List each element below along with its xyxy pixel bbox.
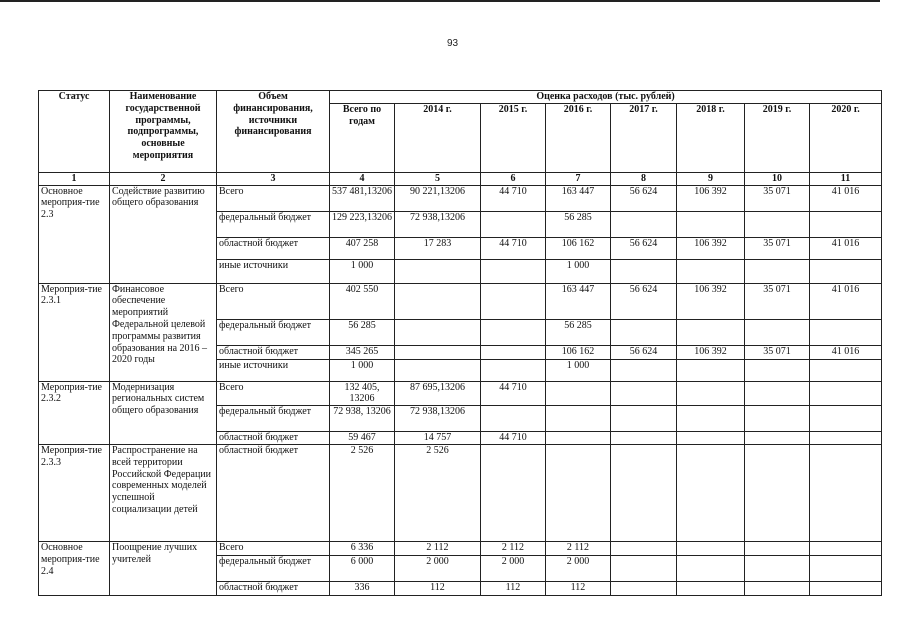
- year-value-cell: 2 112: [395, 541, 481, 555]
- year-value-cell: [745, 432, 810, 445]
- year-value-cell: [611, 581, 677, 595]
- year-value-cell: 106 392: [677, 283, 745, 319]
- year-value-cell: [810, 211, 882, 237]
- year-value-cell: [745, 381, 810, 406]
- year-value-cell: 90 221,13206: [395, 185, 481, 211]
- year-value-cell: [677, 406, 745, 432]
- year-value-cell: 56 285: [546, 211, 611, 237]
- year-value-cell: 35 071: [745, 345, 810, 359]
- year-value-cell: [810, 259, 882, 283]
- year-value-cell: [546, 444, 611, 541]
- total-value-cell: 1 000: [330, 359, 395, 381]
- funding-source-cell: областной бюджет: [217, 237, 330, 259]
- year-value-cell: [611, 381, 677, 406]
- total-value-cell: 407 258: [330, 237, 395, 259]
- funding-source-cell: федеральный бюджет: [217, 319, 330, 345]
- program-name-cell: Модернизация региональных систем общего образования: [110, 381, 217, 444]
- year-value-cell: 106 392: [677, 345, 745, 359]
- year-value-cell: 106 392: [677, 237, 745, 259]
- year-value-cell: [611, 555, 677, 581]
- program-name-cell: Финансовое обеспечение мероприятий Федеральной целевой программы развития образования на 2016 – 2020 годы: [110, 283, 217, 381]
- year-value-cell: 41 016: [810, 237, 882, 259]
- year-value-cell: [745, 541, 810, 555]
- year-value-cell: [677, 432, 745, 445]
- year-value-cell: 106 162: [546, 345, 611, 359]
- year-value-cell: [481, 259, 546, 283]
- header-year-2019: 2019 г.: [745, 103, 810, 172]
- column-index: 8: [611, 172, 677, 185]
- column-index: 2: [110, 172, 217, 185]
- funding-source-cell: областной бюджет: [217, 432, 330, 445]
- year-value-cell: [481, 444, 546, 541]
- header-year-2017: 2017 г.: [611, 103, 677, 172]
- year-value-cell: 106 392: [677, 185, 745, 211]
- year-value-cell: [611, 444, 677, 541]
- year-value-cell: 87 695,13206: [395, 381, 481, 406]
- year-value-cell: 106 162: [546, 237, 611, 259]
- total-value-cell: 129 223,13206: [330, 211, 395, 237]
- year-value-cell: 163 447: [546, 283, 611, 319]
- year-value-cell: [810, 432, 882, 445]
- program-name-cell: Содействие развитию общего образования: [110, 185, 217, 283]
- year-value-cell: [611, 406, 677, 432]
- status-cell: Мероприя-тие 2.3.3: [39, 444, 110, 541]
- year-value-cell: 44 710: [481, 237, 546, 259]
- year-value-cell: [677, 319, 745, 345]
- funding-source-cell: федеральный бюджет: [217, 211, 330, 237]
- year-value-cell: [611, 259, 677, 283]
- program-name-cell: Поощрение лучших учителей: [110, 541, 217, 595]
- year-value-cell: [611, 541, 677, 555]
- total-value-cell: 6 336: [330, 541, 395, 555]
- total-value-cell: 537 481,13206: [330, 185, 395, 211]
- year-value-cell: 72 938,13206: [395, 211, 481, 237]
- total-value-cell: 56 285: [330, 319, 395, 345]
- total-value-cell: 336: [330, 581, 395, 595]
- table-body: [39, 185, 882, 595]
- year-value-cell: [745, 555, 810, 581]
- year-value-cell: 17 283: [395, 237, 481, 259]
- year-value-cell: [745, 359, 810, 381]
- year-value-cell: [677, 381, 745, 406]
- funding-source-cell: иные источники: [217, 259, 330, 283]
- column-index: 6: [481, 172, 546, 185]
- year-value-cell: [395, 259, 481, 283]
- header-volume: Объем финансирования, источники финансирования: [217, 91, 330, 173]
- column-index: 9: [677, 172, 745, 185]
- year-value-cell: [745, 581, 810, 595]
- year-value-cell: [677, 541, 745, 555]
- column-index: 4: [330, 172, 395, 185]
- year-value-cell: 1 000: [546, 259, 611, 283]
- table-row: [39, 283, 882, 319]
- budget-table: [38, 90, 882, 596]
- year-value-cell: 35 071: [745, 185, 810, 211]
- total-value-cell: 72 938, 13206: [330, 406, 395, 432]
- year-value-cell: 2 000: [481, 555, 546, 581]
- page-number: 93: [446, 38, 459, 49]
- year-value-cell: 41 016: [810, 345, 882, 359]
- year-value-cell: 112: [481, 581, 546, 595]
- total-value-cell: 402 550: [330, 283, 395, 319]
- year-value-cell: [677, 555, 745, 581]
- table-row: [39, 185, 882, 211]
- total-value-cell: 345 265: [330, 345, 395, 359]
- year-value-cell: 1 000: [546, 359, 611, 381]
- header-year-2020: 2020 г.: [810, 103, 882, 172]
- funding-source-cell: Всего: [217, 381, 330, 406]
- top-border-line: [0, 0, 880, 2]
- year-value-cell: [810, 406, 882, 432]
- year-value-cell: [481, 319, 546, 345]
- funding-source-cell: федеральный бюджет: [217, 406, 330, 432]
- table-row: [39, 541, 882, 555]
- funding-source-cell: федеральный бюджет: [217, 555, 330, 581]
- year-value-cell: [546, 406, 611, 432]
- year-value-cell: [611, 319, 677, 345]
- year-value-cell: 44 710: [481, 432, 546, 445]
- funding-source-cell: Всего: [217, 541, 330, 555]
- year-value-cell: [677, 444, 745, 541]
- year-value-cell: 56 285: [546, 319, 611, 345]
- year-value-cell: [810, 555, 882, 581]
- year-value-cell: [611, 211, 677, 237]
- column-index: 7: [546, 172, 611, 185]
- year-value-cell: [810, 359, 882, 381]
- total-value-cell: 1 000: [330, 259, 395, 283]
- total-value-cell: 132 405, 13206: [330, 381, 395, 406]
- year-value-cell: 44 710: [481, 381, 546, 406]
- year-value-cell: [546, 432, 611, 445]
- funding-source-cell: областной бюджет: [217, 581, 330, 595]
- header-total: Всего по годам: [330, 103, 395, 172]
- funding-source-cell: областной бюджет: [217, 444, 330, 541]
- year-value-cell: 56 624: [611, 345, 677, 359]
- year-value-cell: [745, 319, 810, 345]
- year-value-cell: 2 112: [481, 541, 546, 555]
- year-value-cell: 44 710: [481, 185, 546, 211]
- year-value-cell: 2 112: [546, 541, 611, 555]
- funding-source-cell: Всего: [217, 185, 330, 211]
- status-cell: Мероприя-тие 2.3.2: [39, 381, 110, 444]
- year-value-cell: 2 000: [546, 555, 611, 581]
- funding-source-cell: областной бюджет: [217, 345, 330, 359]
- funding-source-cell: Всего: [217, 283, 330, 319]
- year-value-cell: 72 938,13206: [395, 406, 481, 432]
- total-value-cell: 2 526: [330, 444, 395, 541]
- year-value-cell: [745, 211, 810, 237]
- year-value-cell: [810, 381, 882, 406]
- year-value-cell: 2 000: [395, 555, 481, 581]
- year-value-cell: [481, 211, 546, 237]
- year-value-cell: [611, 432, 677, 445]
- year-value-cell: [481, 283, 546, 319]
- year-value-cell: [481, 345, 546, 359]
- year-value-cell: [745, 406, 810, 432]
- year-value-cell: [677, 581, 745, 595]
- year-value-cell: [546, 381, 611, 406]
- year-value-cell: 56 624: [611, 185, 677, 211]
- year-value-cell: 112: [395, 581, 481, 595]
- year-value-cell: [481, 359, 546, 381]
- year-value-cell: 35 071: [745, 237, 810, 259]
- year-value-cell: [677, 259, 745, 283]
- header-year-2018: 2018 г.: [677, 103, 745, 172]
- header-status: Статус: [39, 91, 110, 173]
- year-value-cell: [745, 259, 810, 283]
- column-index: 5: [395, 172, 481, 185]
- column-index: 10: [745, 172, 810, 185]
- year-value-cell: 35 071: [745, 283, 810, 319]
- year-value-cell: [395, 283, 481, 319]
- year-value-cell: 163 447: [546, 185, 611, 211]
- year-value-cell: [677, 359, 745, 381]
- header-program: Наименование государственной программы, подпрограммы, основные мероприятия: [110, 91, 217, 173]
- year-value-cell: 41 016: [810, 283, 882, 319]
- year-value-cell: [395, 319, 481, 345]
- year-value-cell: [810, 444, 882, 541]
- program-name-cell: Распространение на всей территории Российской Федерации современных моделей успешной социализации детей: [110, 444, 217, 541]
- total-value-cell: 6 000: [330, 555, 395, 581]
- year-value-cell: [395, 345, 481, 359]
- column-index-row: [39, 172, 882, 185]
- funding-source-cell: иные источники: [217, 359, 330, 381]
- header-estimate: Оценка расходов (тыс. рублей): [330, 91, 882, 104]
- year-value-cell: [481, 406, 546, 432]
- status-cell: Основное мероприя-тие 2.3: [39, 185, 110, 283]
- column-index: 1: [39, 172, 110, 185]
- year-value-cell: [810, 541, 882, 555]
- status-cell: Мероприя-тие 2.3.1: [39, 283, 110, 381]
- year-value-cell: [677, 211, 745, 237]
- header-year-2015: 2015 г.: [481, 103, 546, 172]
- status-cell: Основное мероприя-тие 2.4: [39, 541, 110, 595]
- year-value-cell: 56 624: [611, 283, 677, 319]
- header-year-2014: 2014 г.: [395, 103, 481, 172]
- column-index: 3: [217, 172, 330, 185]
- table-row: [39, 444, 882, 541]
- header-year-2016: 2016 г.: [546, 103, 611, 172]
- total-value-cell: 59 467: [330, 432, 395, 445]
- year-value-cell: [810, 581, 882, 595]
- year-value-cell: [395, 359, 481, 381]
- year-value-cell: [745, 444, 810, 541]
- table-row: [39, 381, 882, 406]
- year-value-cell: 41 016: [810, 185, 882, 211]
- year-value-cell: [611, 359, 677, 381]
- year-value-cell: [810, 319, 882, 345]
- year-value-cell: 2 526: [395, 444, 481, 541]
- year-value-cell: 112: [546, 581, 611, 595]
- year-value-cell: 56 624: [611, 237, 677, 259]
- column-index: 11: [810, 172, 882, 185]
- year-value-cell: 14 757: [395, 432, 481, 445]
